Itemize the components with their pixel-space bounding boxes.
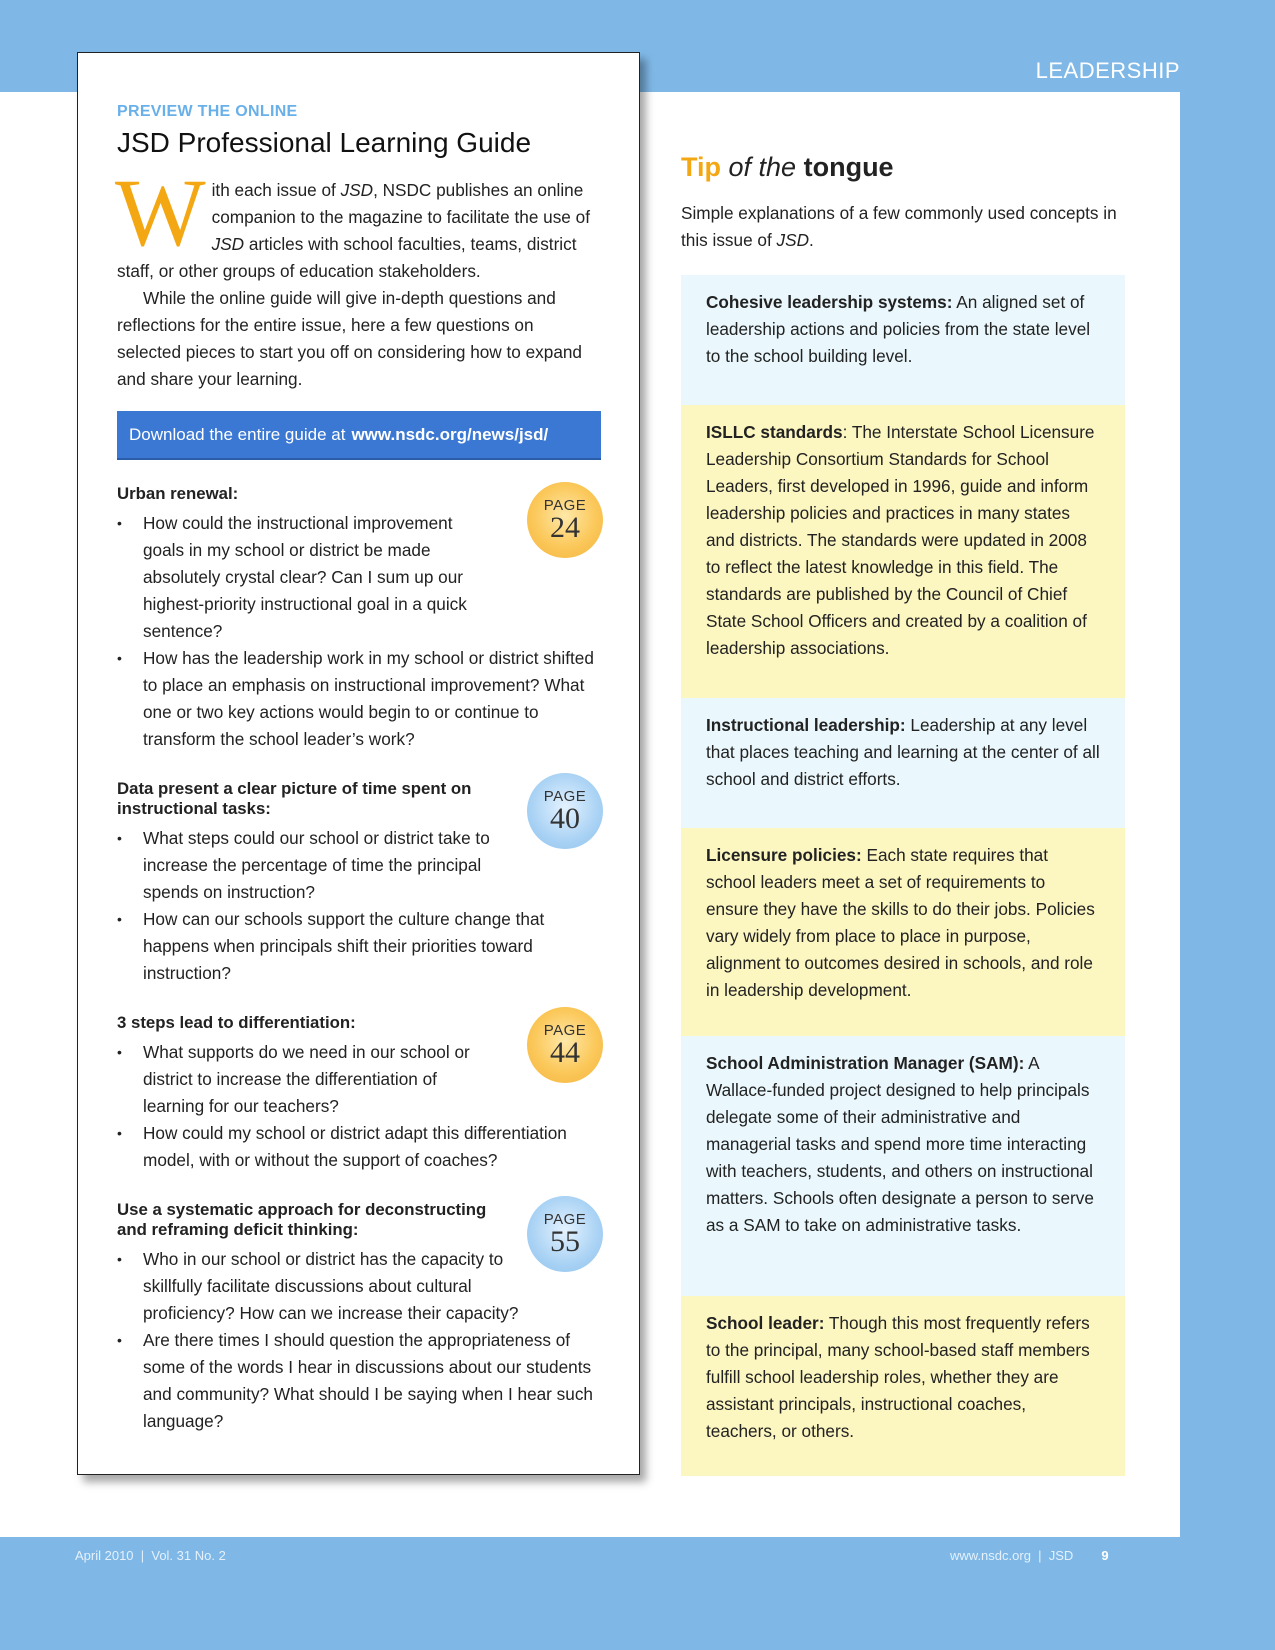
definition-text: A Wallace-funded project designed to help principals delegate some of their administrative and managerial tasks and spend more time interacting with teachers, students, and others on instructional matters. Schools often designate a person to serve as a SAM to take on administrative tasks.	[706, 1053, 1094, 1235]
definition-text: Though this most frequently refers to the principal, many school-based staff members fulfill school leadership roles, whether they are assistant principals, instructional coaches, teachers, or others.	[706, 1313, 1090, 1441]
definition-box-cohesive-leadership	[681, 275, 1125, 405]
definition-term: School Administration Manager (SAM):	[706, 1053, 1025, 1073]
definition-box-isllc-standards	[681, 405, 1125, 698]
tips-subtitle	[681, 200, 1121, 254]
definition-term: Cohesive leadership systems:	[706, 292, 953, 312]
page-badge-label: PAGE	[543, 787, 587, 805]
definition-text: Leadership at any level that places teaching and learning at the center of all school and district efforts.	[706, 715, 1100, 789]
item-bullet: • What steps could our school or district take to increase the percentage of time the principal spends on instruction?	[117, 825, 601, 906]
tips-subtitle-em: JSD	[776, 230, 810, 250]
page-badge-number: 44	[550, 1035, 580, 1069]
download-url[interactable]: www.nsdc.org/news/jsd/	[351, 424, 549, 444]
download-guide-link[interactable]	[117, 411, 601, 460]
item-title: Data present a clear picture of time spent on instructional tasks:	[117, 779, 472, 818]
tips-title-tongue: tongue	[803, 152, 894, 182]
definition-term: Licensure policies:	[706, 845, 862, 865]
definition-box-school-leader	[681, 1296, 1125, 1476]
intro-text-2: , NSDC publishes an online companion to the magazine to facilitate the use of	[211, 180, 590, 227]
learning-guide-panel	[77, 52, 640, 1475]
intro-text-1: ith each issue of	[211, 180, 341, 200]
guide-intro	[115, 159, 601, 393]
page-badge-label: PAGE	[543, 1021, 587, 1039]
item-bullet: • How could the instructional improvement goals in my school or district be made absolutely crystal clear? Can I sum up our highest-priority instructional goal in a quick sentence?	[117, 510, 601, 645]
tips-subtitle-end: .	[809, 230, 814, 250]
page-badge-label: PAGE	[543, 1210, 587, 1228]
item-bullet: • What supports do we need in our school or district to increase the differentiation of learning for our teachers?	[117, 1039, 601, 1120]
tips-title	[681, 152, 894, 183]
download-text: Download the entire guide at	[129, 424, 346, 444]
intro-paragraph-2: While the online guide will give in-depth questions and reflections for the entire issue, here a few questions on selected pieces to start you off on considering how to expand and share your learning.	[117, 288, 582, 389]
right-color-band	[1180, 0, 1275, 1650]
item-bullet: • How can our schools support the culture change that happens when principals shift their priorities toward instruction?	[117, 906, 601, 987]
definition-text: Each state requires that school leaders meet a set of requirements to ensure they have the skills to do their jobs. Policies vary widely from place to place in purpose, alignment to outcomes desired in schools, and role in leadership development.	[706, 845, 1095, 1000]
definition-term: School leader:	[706, 1313, 825, 1333]
footer-site-info	[950, 1548, 1109, 1563]
item-bullet: • Are there times I should question the appropriateness of some of the words I hear in discussions about our students and community? What should I be saying when I hear such language?	[117, 1327, 601, 1435]
item-title: Use a systematic approach for deconstructing and reframing deficit thinking:	[117, 1200, 487, 1239]
guide-item-2	[117, 779, 601, 987]
intro-em-2: JSD	[211, 234, 245, 254]
item-bullet: • Who in our school or district has the capacity to skillfully facilitate discussions about cultural proficiency? How can we increase their capacity?	[117, 1246, 601, 1327]
definition-box-licensure-policies	[681, 828, 1125, 1036]
page-badge-number: 24	[550, 510, 580, 544]
definition-term: ISLLC standards	[706, 422, 843, 442]
page-number: 9	[1101, 1548, 1109, 1563]
definition-text: An aligned set of leadership actions and policies from the state level to the school building level.	[706, 292, 1091, 366]
definition-box-instructional-leadership	[681, 698, 1125, 828]
tips-title-tip: Tip	[681, 152, 721, 182]
intro-em-1: JSD	[340, 180, 374, 200]
definition-text: : The Interstate School Licensure Leadership Consortium Standards for School Leaders, first developed in 1996, guide and inform leadership policies and practices in many states and districts. The standards were updated in 2008 to reflect the latest knowledge in this field. The standards are published by the Council of Chief State School Officers and created by a coalition of leadership associations.	[706, 422, 1095, 658]
page-badge-label: PAGE	[543, 496, 587, 514]
tips-subtitle-text: Simple explanations of a few commonly used concepts in this issue of	[681, 203, 1117, 250]
page-badge-number: 55	[550, 1224, 580, 1258]
guide-item-1	[117, 484, 601, 753]
guide-item-4	[117, 1200, 601, 1435]
page-badge-number: 40	[550, 801, 580, 835]
item-title: Urban renewal:	[117, 484, 239, 503]
footer-site[interactable]: www.nsdc.org | JSD	[950, 1548, 1074, 1563]
definition-term: Instructional leadership:	[706, 715, 906, 735]
guide-item-3	[117, 1013, 601, 1174]
item-title: 3 steps lead to differentiation:	[117, 1013, 356, 1032]
guide-kicker: PREVIEW THE ONLINE	[117, 103, 298, 120]
guide-title: JSD Professional Learning Guide	[117, 127, 532, 158]
item-bullet: • How could my school or district adapt this differentiation model, with or without the support of coaches?	[117, 1120, 601, 1174]
footer-issue-info: April 2010 | Vol. 31 No. 2	[75, 1548, 226, 1563]
drop-cap: W	[115, 159, 206, 266]
tips-title-of: of the	[728, 152, 797, 182]
definition-box-sam	[681, 1036, 1125, 1296]
section-label: LEADERSHIP	[1035, 58, 1180, 83]
item-bullet: • How has the leadership work in my school or district shifted to place an emphasis on instructional improvement? What one or two key actions would begin to or continue to transform the school leader’s work?	[117, 645, 601, 753]
intro-text-3: articles with school faculties, teams, district staff, or other groups of education stakeholders.	[117, 234, 577, 281]
